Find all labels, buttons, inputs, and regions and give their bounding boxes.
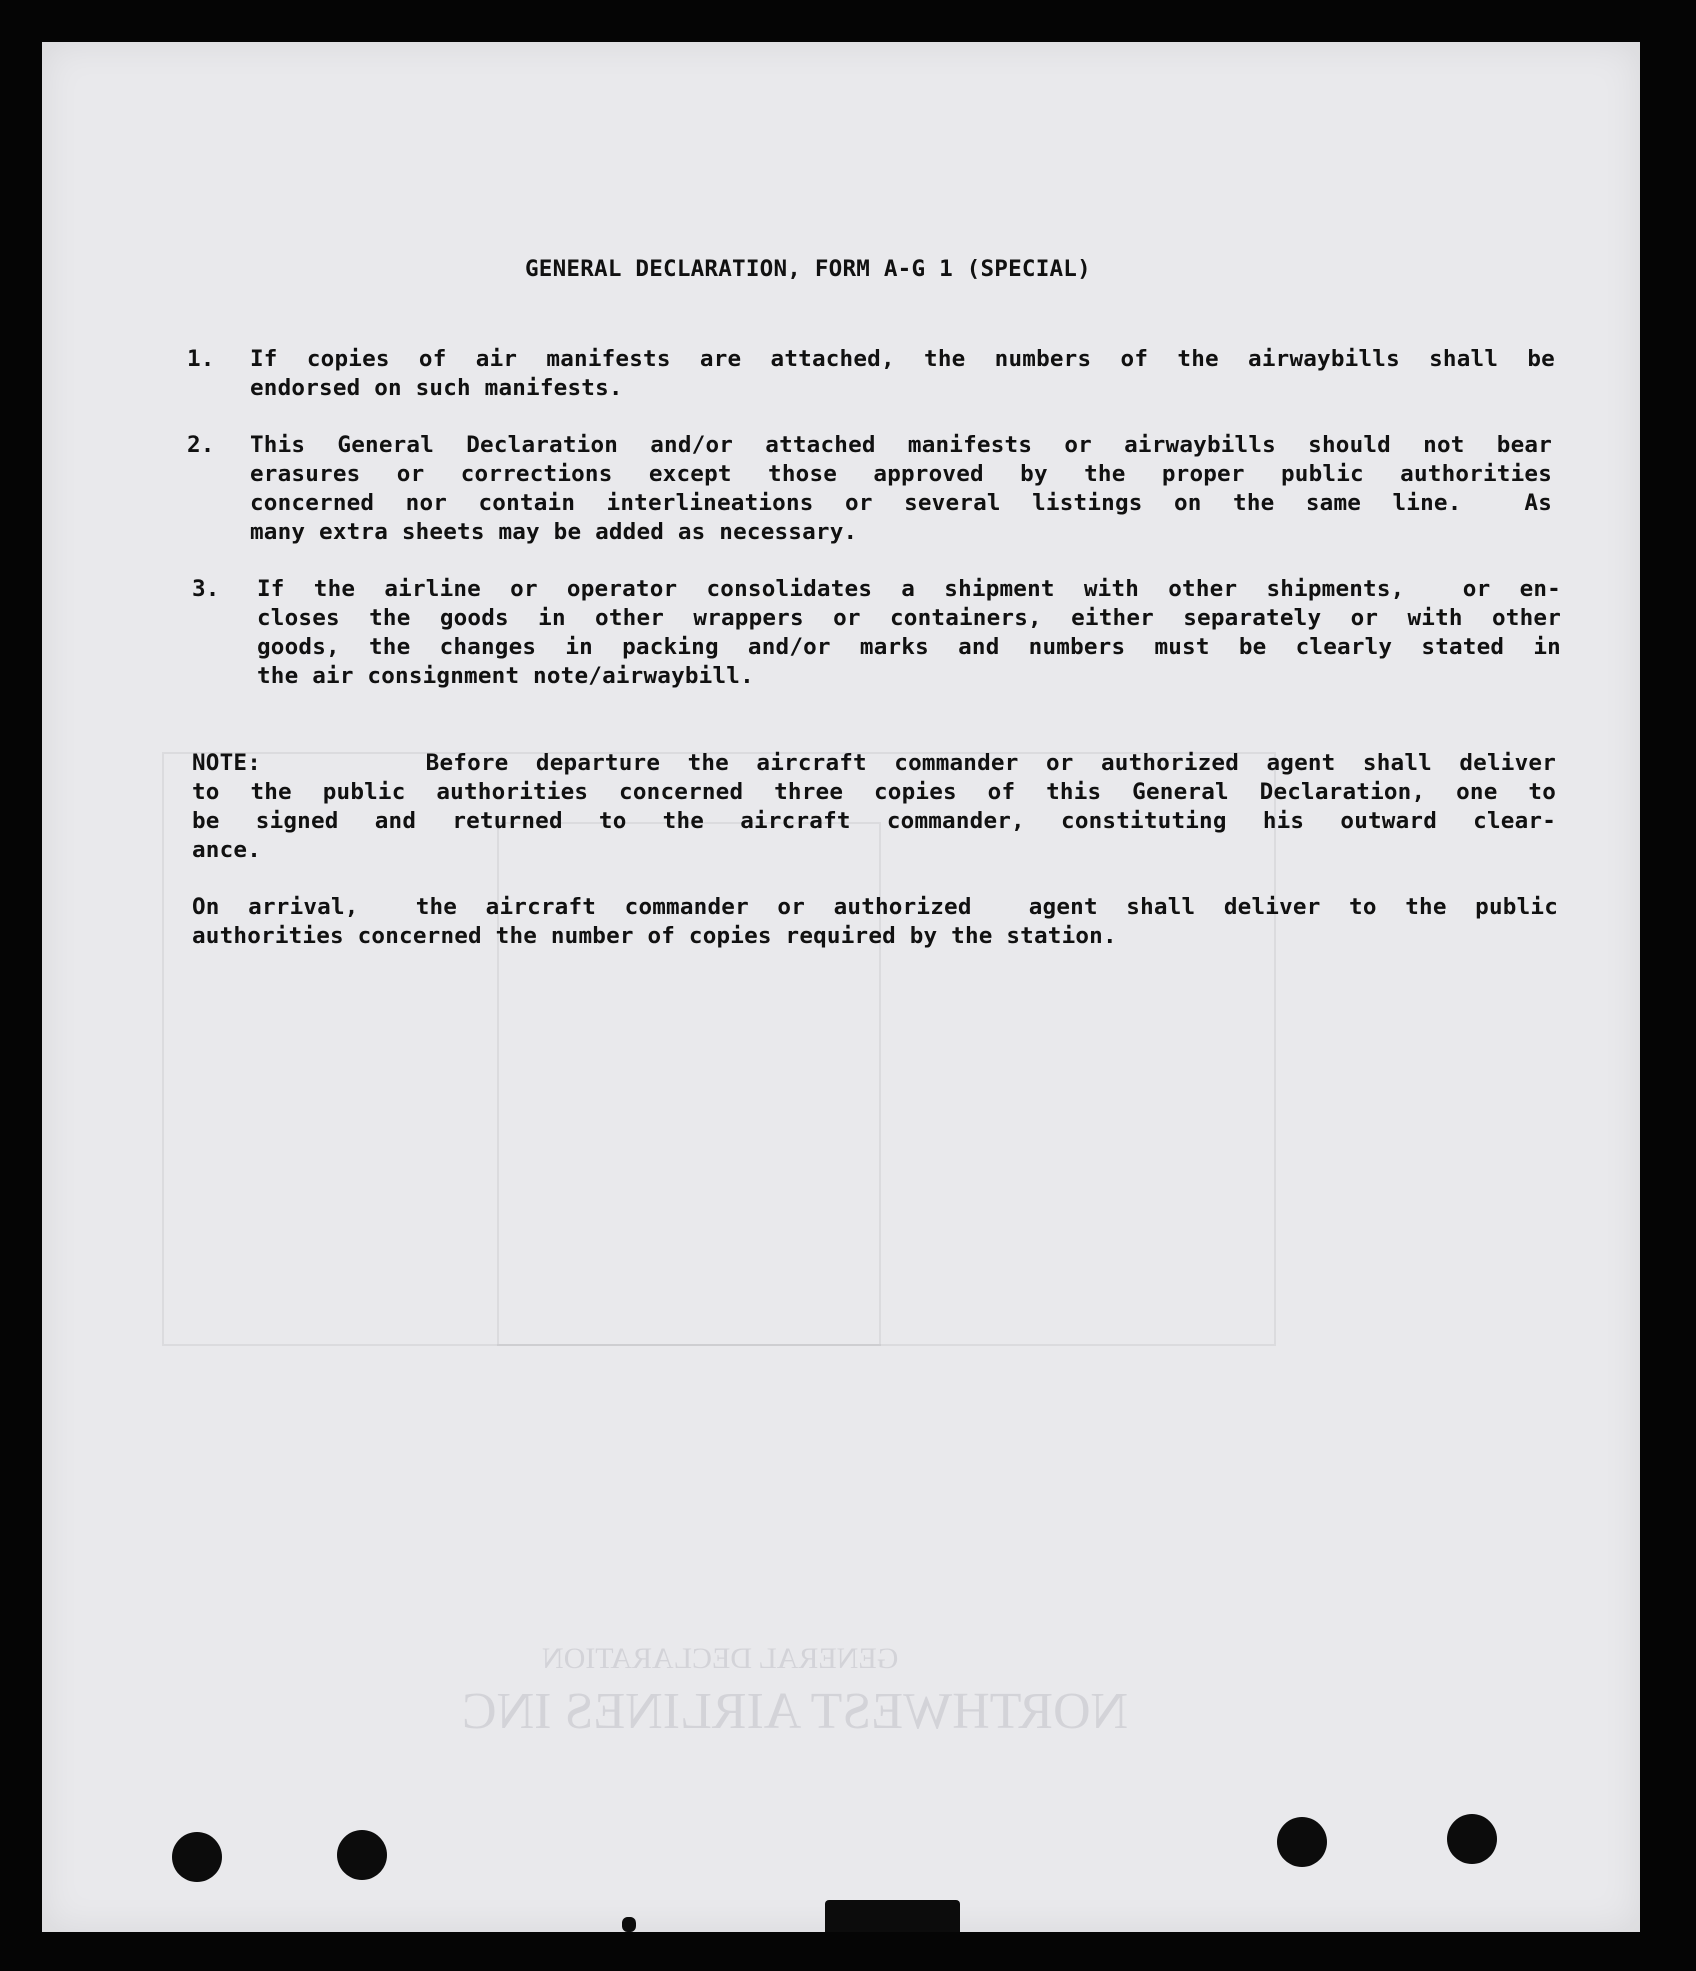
document-title: GENERAL DECLARATION, FORM A-G 1 (SPECIAL) [525, 256, 1091, 282]
item-line: closes the goods in other wrappers or containers, either separately or with other [257, 605, 1561, 631]
document-page [42, 42, 1640, 1932]
arrival-line: authorities concerned the number of copies required by the station. [192, 923, 1117, 949]
list-item [250, 431, 1552, 547]
note-line: be signed and returned to the aircraft commander, constituting his outward clear- [192, 808, 1556, 834]
punch-hole [1447, 1814, 1497, 1864]
item-number: 2. [187, 432, 215, 458]
note-paragraph [192, 749, 1556, 865]
punch-hole [337, 1830, 387, 1880]
item-line: erasures or corrections except those approved by the proper public authorities [250, 461, 1552, 487]
item-number: 3. [192, 576, 220, 602]
torn-edge [825, 1900, 960, 1932]
item-line: concerned nor contain interlineations or several listings on the same line. As [250, 490, 1552, 516]
punch-hole [172, 1832, 222, 1882]
item-line: If the airline or operator consolidates a shipment with other shipments, or en- [257, 576, 1561, 602]
item-line: This General Declaration and/or attached manifests or airwaybills should not bear [250, 432, 1552, 458]
item-line: many extra sheets may be added as necessary. [250, 519, 858, 545]
item-line: goods, the changes in packing and/or marks and numbers must be clearly stated in [257, 634, 1561, 660]
show-through-text: GENERAL DECLARATION [542, 1642, 899, 1675]
show-through-text: NORTHWEST AIRLINES INC [462, 1683, 1129, 1740]
punch-hole [1277, 1817, 1327, 1867]
item-number: 1. [187, 346, 215, 372]
item-line: If copies of air manifests are attached, the numbers of the airwaybills shall be [250, 346, 1555, 372]
list-item [257, 575, 1561, 691]
torn-edge [622, 1917, 636, 1932]
note-line: to the public authorities concerned three copies of this General Declaration, one to [192, 779, 1556, 805]
item-line: endorsed on such manifests. [250, 375, 623, 401]
item-line: the air consignment note/airwaybill. [257, 663, 754, 689]
note-line: ance. [192, 837, 262, 863]
arrival-paragraph [192, 893, 1558, 951]
arrival-line: On arrival, the aircraft commander or authorized agent shall deliver to the public [192, 894, 1558, 920]
list-item [250, 345, 1555, 403]
note-line: NOTE: Before departure the aircraft commander or authorized agent shall deliver [192, 750, 1556, 776]
